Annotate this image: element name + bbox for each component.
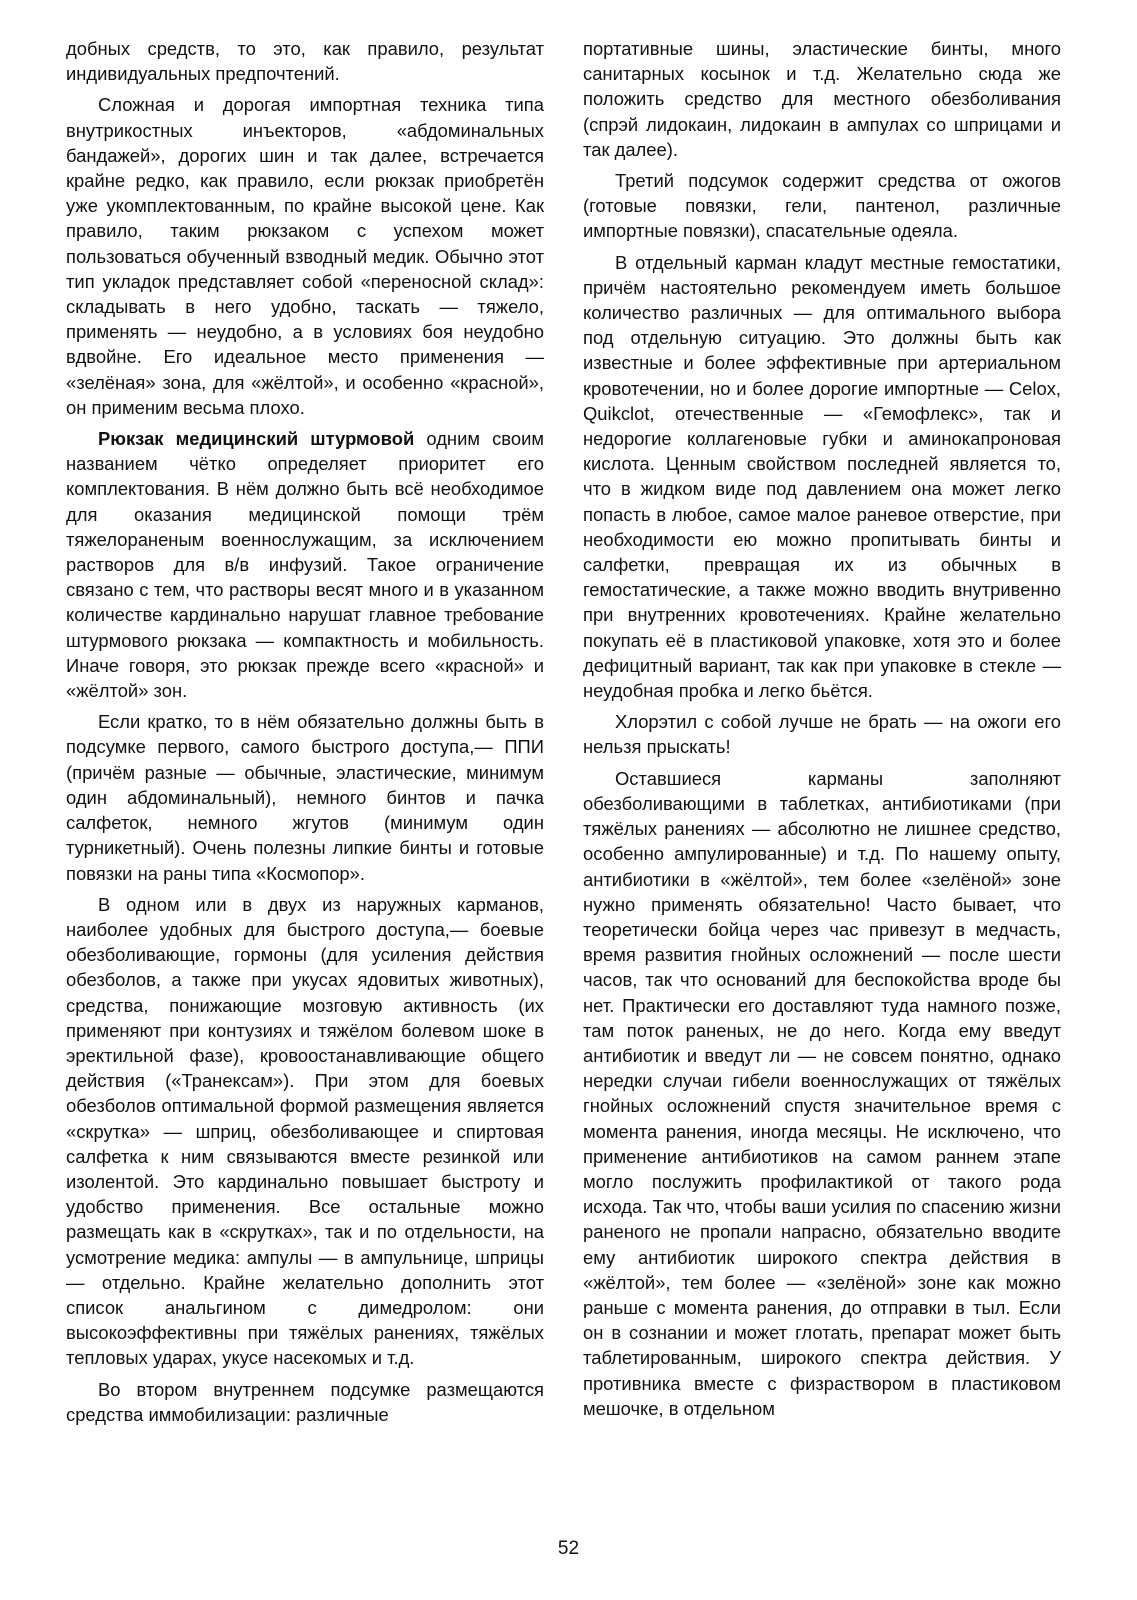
paragraph: В одном или в двух из наружных карманов, наиболее удобных для быстрого доступа,— боевые обезболивающие, гормоны (для усиления действия обезболов, а также при укусах ядовитых животных), средства, понижающие мозговую активность (их применяют при контузиях и тяжёлом болевом шоке в эректильной фазе), кровоостанавливающие общего действия («Транексам»). При этом для боевых обезболов оптимальной формой размещения является «скрутка» — шприц, обезболивающее и спиртовая салфетка к ним связываются вместе резинкой или изолентой. Это кардинально повышает быстроту и удобство применения. Все остальные можно размещать как в «скрутках», так и по отдельности, на усмотрение медика: ампулы — в ампульнице, шприцы — отдельно. Крайне желательно дополнить этот список анальгином с димедролом: они высокоэффективны при тяжёлых ранениях, тяжёлых тепловых ударах, укусе насекомых и т.д. <box>66 893 544 1369</box>
paragraph: Третий подсумок содержит средства от ожогов (готовые повязки, гели, пантенол, различные импортные повязки), спасательные одеяла. <box>583 170 1061 242</box>
bold-term: Рюкзак медицинский штурмовой <box>98 428 415 450</box>
paragraph: Во втором внутреннем подсумке размещаются средства иммобилизации: различные <box>66 1378 544 1425</box>
left-column <box>66 36 544 1427</box>
paragraph-text: одним своим названием чётко определяет приоритет его комплектования. В нём должно быть всё необходимое для оказания медицинской помощи трём тяжелораненым военнослужащим, за исключением растворов для в/в инфузий. Такое ограничение связано с тем, что растворы весят много и в указанном количестве кардинально нарушат главное требование штурмового рюкзака — компактность и мобильность. Иначе говоря, это рюкзак прежде всего «красной» и «жёлтой» зон. <box>66 428 544 702</box>
paragraph: Сложная и дорогая импортная техника типа внутрикостных инъекторов, «абдоминальных бандажей», дорогих шин и так далее, встречается крайне редко, как правило, если рюкзак приобретён уже укомплектованным, по крайне высокой цене. Как правило, таким рюкзаком с успехом может пользоваться обученный взводный медик. Обычно этот тип укладок представляет собой «переносной склад»: складывать в него удобно, таскать — тяжело, применять — неудобно, а в условиях боя неудобно вдвойне. Его идеальное место применения — «зелёная» зона, для «жёлтой», и особенно «красной», он применим весьма плохо. <box>66 94 544 418</box>
page-number: 52 <box>557 1538 580 1559</box>
paragraph: добных средств, то это, как правило, результат индивидуальных предпочтений. <box>66 38 544 85</box>
right-column <box>583 36 1061 1421</box>
paragraph: Оставшиеся карманы заполняют обезболивающими в таблетках, антибиотиками (при тяжёлых ранениях — абсолютно не лишнее средство, особенно ампулированные) и т.д. По нашему опыту, антибиотики в «жёлтой», тем более «зелёной» зоне нужно применять обязательно! Часто бывает, что теоретически бойца через час привезут в медчасть, время развития гнойных осложнений — после шести часов, так что оснований для беспокойства вроде бы нет. Практически его доставляют туда намного позже, там поток раненых, не до него. Когда ему введут антибиотик и введут ли — не совсем понятно, однако нередки случаи гибели военнослужащих от тяжёлых гнойных осложнений спустя значительное время с момента ранения, иногда месяцы. Не исключено, что применение антибиотиков на самом раннем этапе могло послужить профилактикой от такого рода исхода. Так что, чтобы ваши усилия по спасению жизни раненого не пропали напрасно, обязательно вводите ему антибиотик широкого спектра действия в «жёлтой», тем более — «зелёной» зоне как можно раньше с момента ранения, до отправки в тыл. Если он в сознании и может глотать, препарат может быть таблетированным, широкого спектра действия. У противника вместе с физраствором в пластиковом мешочке, в отдельном <box>583 767 1061 1419</box>
paragraph: Если кратко, то в нём обязательно должны быть в подсумке первого, самого быстрого доступа,— ППИ (причём разные — обычные, эластические, минимум один абдоминальный), немного бинтов и пачка салфеток, немного жгутов (минимум один турникетный). Очень полезны липкие бинты и готовые повязки на раны типа «Космопор». <box>66 711 544 884</box>
paragraph: портативные шины, эластические бинты, много санитарных косынок и т.д. Желательно сюда же положить средство для местного обезболивания (спрэй лидокаин, лидокаин в ампулах со шприцами и так далее). <box>583 38 1061 160</box>
paragraph: В отдельный карман кладут местные гемостатики, причём настоятельно рекомендуем иметь большое количество различных — для оптимального выбора под отдельную ситуацию. Это должны быть как известные и более эффективные при артериальном кровотечении, но и более дорогие импортные — Celox, Quikclot, отечественные — «Гемофлекс», так и недорогие коллагеновые губки и аминокапроновая кислота. Ценным свойством последней является то, что в жидком виде под давлением она может легко попасть в любое, самое малое раневое отверстие, при необходимости ею можно пропитывать бинты и салфетки, превращая их из обычных в гемостатические, а также можно вводить внутривенно при внутренних кровотечениях. Крайне желательно покупать её в пластиковой упаковке, хотя это и более дефицитный вариант, так как при упаковке в стекле — неудобная пробка и легко бьётся. <box>583 251 1061 702</box>
paragraph <box>66 426 544 703</box>
paragraph: Хлорэтил с собой лучше не брать — на ожоги его нельзя прыскать! <box>583 711 1061 758</box>
